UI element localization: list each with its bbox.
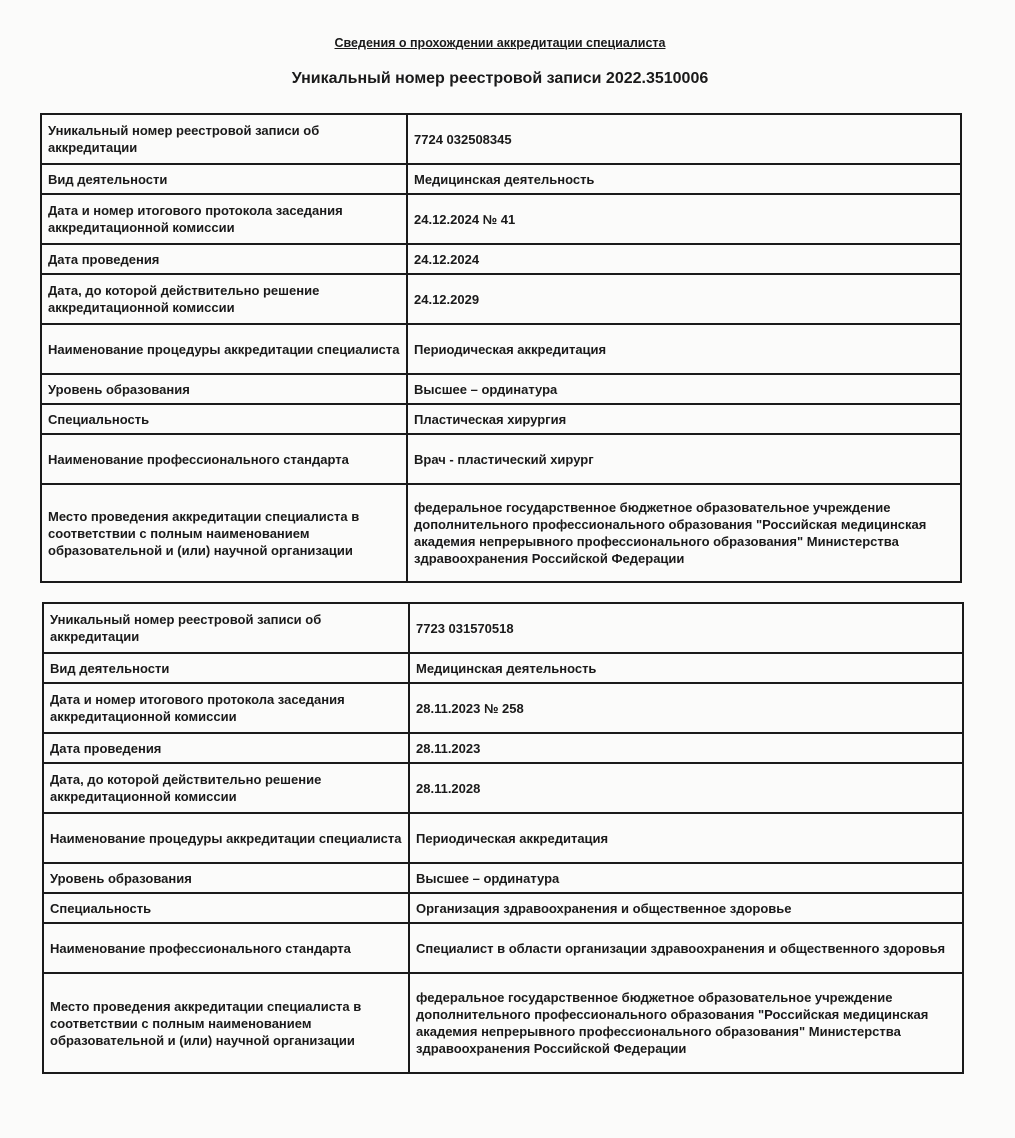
row-value: 28.11.2028 xyxy=(409,763,963,813)
row-label: Уникальный номер реестровой записи об аккредитации xyxy=(43,603,409,653)
row-value: Периодическая аккредитация xyxy=(409,813,963,863)
row-label: Наименование профессионального стандарта xyxy=(41,434,407,484)
table-row xyxy=(43,653,963,683)
table-row xyxy=(41,274,961,324)
row-value: 24.12.2024 xyxy=(407,244,961,274)
accreditation-table-1 xyxy=(40,113,962,583)
row-value: Пластическая хирургия xyxy=(407,404,961,434)
row-label: Уникальный номер реестровой записи об аккредитации xyxy=(41,114,407,164)
table-row xyxy=(41,374,961,404)
row-value: Организация здравоохранения и общественное здоровье xyxy=(409,893,963,923)
row-value: 28.11.2023 xyxy=(409,733,963,763)
table-row xyxy=(43,863,963,893)
row-value: 24.12.2029 xyxy=(407,274,961,324)
row-value: Высшее – ординатура xyxy=(409,863,963,893)
row-label: Дата и номер итогового протокола заседания аккредитационной комиссии xyxy=(43,683,409,733)
row-label: Уровень образования xyxy=(41,374,407,404)
table-row xyxy=(41,164,961,194)
row-value: Специалист в области организации здравоохранения и общественного здоровья xyxy=(409,923,963,973)
table-row xyxy=(43,603,963,653)
row-value: Высшее – ординатура xyxy=(407,374,961,404)
row-value: федеральное государственное бюджетное образовательное учреждение дополнительного профессионального образования "Российская медицинская академия непрерывного профессионального образования" Министерства здравоохранения Российской Федерации xyxy=(409,973,963,1073)
row-label: Уровень образования xyxy=(43,863,409,893)
table-row xyxy=(41,194,961,244)
table-row xyxy=(43,763,963,813)
row-value: федеральное государственное бюджетное образовательное учреждение дополнительного профессионального образования "Российская медицинская академия непрерывного профессионального образования" Министерства здравоохранения Российской Федерации xyxy=(407,484,961,582)
row-label: Место проведения аккредитации специалиста в соответствии с полным наименованием образовательной и (или) научной организации xyxy=(41,484,407,582)
table-row xyxy=(43,973,963,1073)
row-value: 7724 032508345 xyxy=(407,114,961,164)
table-row xyxy=(41,484,961,582)
row-value: Периодическая аккредитация xyxy=(407,324,961,374)
accreditation-table-2 xyxy=(42,602,964,1074)
document-title: Уникальный номер реестровой записи 2022.3510006 xyxy=(291,70,709,87)
table-row xyxy=(41,404,961,434)
table-row xyxy=(43,733,963,763)
row-label: Дата проведения xyxy=(43,733,409,763)
row-label: Дата, до которой действительно решение аккредитационной комиссии xyxy=(41,274,407,324)
row-label: Специальность xyxy=(41,404,407,434)
table-row xyxy=(41,244,961,274)
row-value: Медицинская деятельность xyxy=(409,653,963,683)
table-row xyxy=(41,324,961,374)
table-row xyxy=(41,114,961,164)
table-row xyxy=(43,683,963,733)
table-row xyxy=(43,893,963,923)
row-label: Дата и номер итогового протокола заседания аккредитационной комиссии xyxy=(41,194,407,244)
row-label: Вид деятельности xyxy=(43,653,409,683)
row-label: Наименование профессионального стандарта xyxy=(43,923,409,973)
row-label: Специальность xyxy=(43,893,409,923)
table-row xyxy=(41,434,961,484)
row-label: Наименование процедуры аккредитации специалиста xyxy=(43,813,409,863)
row-value: Врач - пластический хирург xyxy=(407,434,961,484)
row-value: 28.11.2023 № 258 xyxy=(409,683,963,733)
row-value: 24.12.2024 № 41 xyxy=(407,194,961,244)
row-label: Место проведения аккредитации специалиста в соответствии с полным наименованием образовательной и (или) научной организации xyxy=(43,973,409,1073)
row-label: Дата проведения xyxy=(41,244,407,274)
table-row xyxy=(43,923,963,973)
document-subtitle: Сведения о прохождении аккредитации специалиста xyxy=(334,36,666,50)
row-label: Дата, до которой действительно решение аккредитационной комиссии xyxy=(43,763,409,813)
row-value: Медицинская деятельность xyxy=(407,164,961,194)
row-value: 7723 031570518 xyxy=(409,603,963,653)
table-row xyxy=(43,813,963,863)
row-label: Вид деятельности xyxy=(41,164,407,194)
row-label: Наименование процедуры аккредитации специалиста xyxy=(41,324,407,374)
